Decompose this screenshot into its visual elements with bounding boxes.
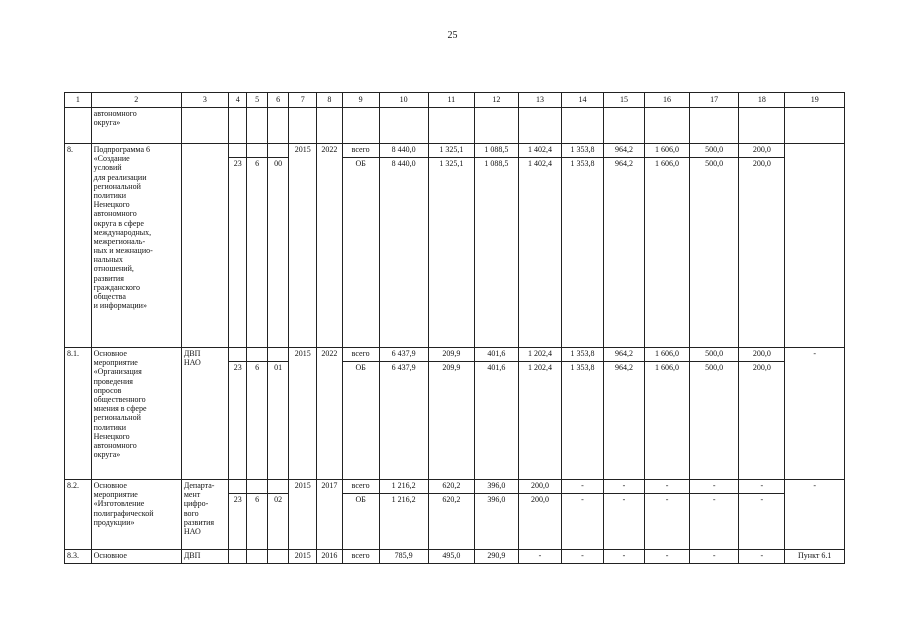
row-name: Основное мероприятие «Изготовление полиграфической продукции» — [91, 480, 181, 550]
amount-cell: - — [561, 494, 603, 550]
end-year: 2022 — [317, 144, 343, 348]
column-header: 3 — [181, 93, 228, 108]
funding-type: всего — [342, 550, 379, 564]
code-5 — [247, 348, 267, 362]
table-row — [65, 348, 845, 362]
column-header: 19 — [785, 93, 845, 108]
amount-cell: - — [739, 480, 785, 494]
empty-cell — [267, 108, 289, 144]
empty-cell — [785, 108, 845, 144]
empty-cell — [474, 108, 518, 144]
amount-cell: - — [739, 550, 785, 564]
code-6: 00 — [267, 158, 289, 348]
funding-type: ОБ — [342, 362, 379, 480]
amount-cell: 964,2 — [604, 144, 645, 158]
executor — [181, 144, 228, 348]
code-6 — [267, 550, 289, 564]
empty-cell — [181, 108, 228, 144]
row-number: 8.2. — [65, 480, 92, 550]
empty-cell — [247, 108, 267, 144]
column-header: 16 — [644, 93, 689, 108]
amount-cell: 6 437,9 — [379, 348, 428, 362]
code-6: 02 — [267, 494, 289, 550]
empty-cell — [428, 108, 474, 144]
column-header: 9 — [342, 93, 379, 108]
column-header: 18 — [739, 93, 785, 108]
amount-cell: 964,2 — [604, 362, 645, 480]
funding-type: всего — [342, 480, 379, 494]
amount-cell: 1 606,0 — [644, 348, 689, 362]
code-5: 6 — [247, 494, 267, 550]
column-header: 2 — [91, 93, 181, 108]
amount-cell: - — [604, 550, 645, 564]
start-year: 2015 — [289, 144, 317, 348]
amount-cell: 1 606,0 — [644, 158, 689, 348]
end-year: 2016 — [317, 550, 343, 564]
amount-cell: 290,9 — [474, 550, 518, 564]
amount-cell: 620,2 — [428, 480, 474, 494]
column-header: 1 — [65, 93, 92, 108]
start-year: 2015 — [289, 550, 317, 564]
note — [785, 144, 845, 348]
amount-cell: 401,6 — [474, 348, 518, 362]
code-6: 01 — [267, 362, 289, 480]
column-header: 7 — [289, 93, 317, 108]
amount-cell: 209,9 — [428, 348, 474, 362]
amount-cell: 1 088,5 — [474, 158, 518, 348]
column-header: 6 — [267, 93, 289, 108]
amount-cell: 1 402,4 — [518, 144, 561, 158]
amount-cell: - — [561, 550, 603, 564]
amount-cell: 6 437,9 — [379, 362, 428, 480]
code-5 — [247, 480, 267, 494]
funding-type: всего — [342, 348, 379, 362]
amount-cell: 1 216,2 — [379, 494, 428, 550]
amount-cell: 500,0 — [690, 362, 739, 480]
amount-cell: - — [644, 494, 689, 550]
table-row — [65, 550, 845, 564]
amount-cell: 1 606,0 — [644, 362, 689, 480]
funding-type: ОБ — [342, 494, 379, 550]
amount-cell: 8 440,0 — [379, 144, 428, 158]
amount-cell: 1 606,0 — [644, 144, 689, 158]
column-header: 12 — [474, 93, 518, 108]
amount-cell: 785,9 — [379, 550, 428, 564]
column-header: 4 — [228, 93, 246, 108]
amount-cell: 1 088,5 — [474, 144, 518, 158]
amount-cell: 396,0 — [474, 494, 518, 550]
empty-cell — [317, 108, 343, 144]
amount-cell: 200,0 — [739, 348, 785, 362]
column-header: 11 — [428, 93, 474, 108]
amount-cell: 1 216,2 — [379, 480, 428, 494]
code-5 — [247, 550, 267, 564]
code-5 — [247, 144, 267, 158]
code-6 — [267, 480, 289, 494]
column-header: 17 — [690, 93, 739, 108]
amount-cell: 1 353,8 — [561, 158, 603, 348]
amount-cell: 1 202,4 — [518, 348, 561, 362]
row-name: Подпрограмма 6 «Создание условий для реализации региональной политики Ненецкого автономного округа в сфере международных, межрегиональ- ных и межнацио- нальных отношений, развития гражданского общества и информации» — [91, 144, 181, 348]
funding-type: всего — [342, 144, 379, 158]
column-header: 15 — [604, 93, 645, 108]
code-5: 6 — [247, 158, 267, 348]
table-row — [65, 480, 845, 494]
program-table — [64, 92, 845, 564]
amount-cell: 964,2 — [604, 348, 645, 362]
empty-cell — [379, 108, 428, 144]
empty-cell — [604, 108, 645, 144]
amount-cell: 401,6 — [474, 362, 518, 480]
amount-cell: - — [739, 494, 785, 550]
code-4: 23 — [228, 158, 246, 348]
executor: ДВП НАО — [181, 348, 228, 480]
amount-cell: 500,0 — [690, 158, 739, 348]
empty-cell — [518, 108, 561, 144]
amount-cell: - — [604, 494, 645, 550]
amount-cell: - — [690, 494, 739, 550]
amount-cell: 1 402,4 — [518, 158, 561, 348]
row-name: Основное — [91, 550, 181, 564]
amount-cell: 200,0 — [518, 494, 561, 550]
row-name: Основное мероприятие «Организация проведения опросов общественного мнения в сфере региональной политики Ненецкого автономного округа» — [91, 348, 181, 480]
empty-cell — [739, 108, 785, 144]
amount-cell: 620,2 — [428, 494, 474, 550]
continuation-row — [65, 108, 845, 144]
amount-cell: 200,0 — [739, 144, 785, 158]
amount-cell: 200,0 — [739, 362, 785, 480]
empty-cell — [342, 108, 379, 144]
column-header: 14 — [561, 93, 603, 108]
amount-cell: 500,0 — [690, 144, 739, 158]
code-6 — [267, 348, 289, 362]
code-6 — [267, 144, 289, 158]
amount-cell: 1 353,8 — [561, 144, 603, 158]
executor: ДВП — [181, 550, 228, 564]
amount-cell: 209,9 — [428, 362, 474, 480]
amount-cell: - — [690, 550, 739, 564]
page-number: 25 — [447, 30, 458, 41]
amount-cell: - — [604, 480, 645, 494]
amount-cell: 964,2 — [604, 158, 645, 348]
row-number — [65, 108, 92, 144]
code-4: 23 — [228, 362, 246, 480]
empty-cell — [561, 108, 603, 144]
column-header: 5 — [247, 93, 267, 108]
amount-cell: 1 353,8 — [561, 362, 603, 480]
code-4: 23 — [228, 494, 246, 550]
amount-cell: 1 202,4 — [518, 362, 561, 480]
header-row — [65, 93, 845, 108]
executor: Департа- мент цифро- вого развития НАО — [181, 480, 228, 550]
column-header: 8 — [317, 93, 343, 108]
empty-cell — [228, 108, 246, 144]
column-header: 10 — [379, 93, 428, 108]
note: - — [785, 480, 845, 550]
empty-cell — [690, 108, 739, 144]
start-year: 2015 — [289, 348, 317, 480]
code-4 — [228, 480, 246, 494]
amount-cell: 200,0 — [518, 480, 561, 494]
amount-cell: 1 325,1 — [428, 158, 474, 348]
start-year: 2015 — [289, 480, 317, 550]
amount-cell: 495,0 — [428, 550, 474, 564]
amount-cell: 396,0 — [474, 480, 518, 494]
amount-cell: 1 325,1 — [428, 144, 474, 158]
row-number: 8.1. — [65, 348, 92, 480]
note: Пункт 6.1 — [785, 550, 845, 564]
row-number: 8.3. — [65, 550, 92, 564]
code-4 — [228, 550, 246, 564]
amount-cell: - — [644, 550, 689, 564]
amount-cell: - — [518, 550, 561, 564]
amount-cell: 8 440,0 — [379, 158, 428, 348]
amount-cell: 200,0 — [739, 158, 785, 348]
funding-type: ОБ — [342, 158, 379, 348]
amount-cell: - — [561, 480, 603, 494]
table-row — [65, 144, 845, 158]
end-year: 2017 — [317, 480, 343, 550]
empty-cell — [644, 108, 689, 144]
column-header: 13 — [518, 93, 561, 108]
code-4 — [228, 144, 246, 158]
code-5: 6 — [247, 362, 267, 480]
end-year: 2022 — [317, 348, 343, 480]
row-name: автономного округа» — [91, 108, 181, 144]
amount-cell: - — [644, 480, 689, 494]
amount-cell: 1 353,8 — [561, 348, 603, 362]
row-number: 8. — [65, 144, 92, 348]
amount-cell: 500,0 — [690, 348, 739, 362]
code-4 — [228, 348, 246, 362]
empty-cell — [289, 108, 317, 144]
note: - — [785, 348, 845, 480]
amount-cell: - — [690, 480, 739, 494]
